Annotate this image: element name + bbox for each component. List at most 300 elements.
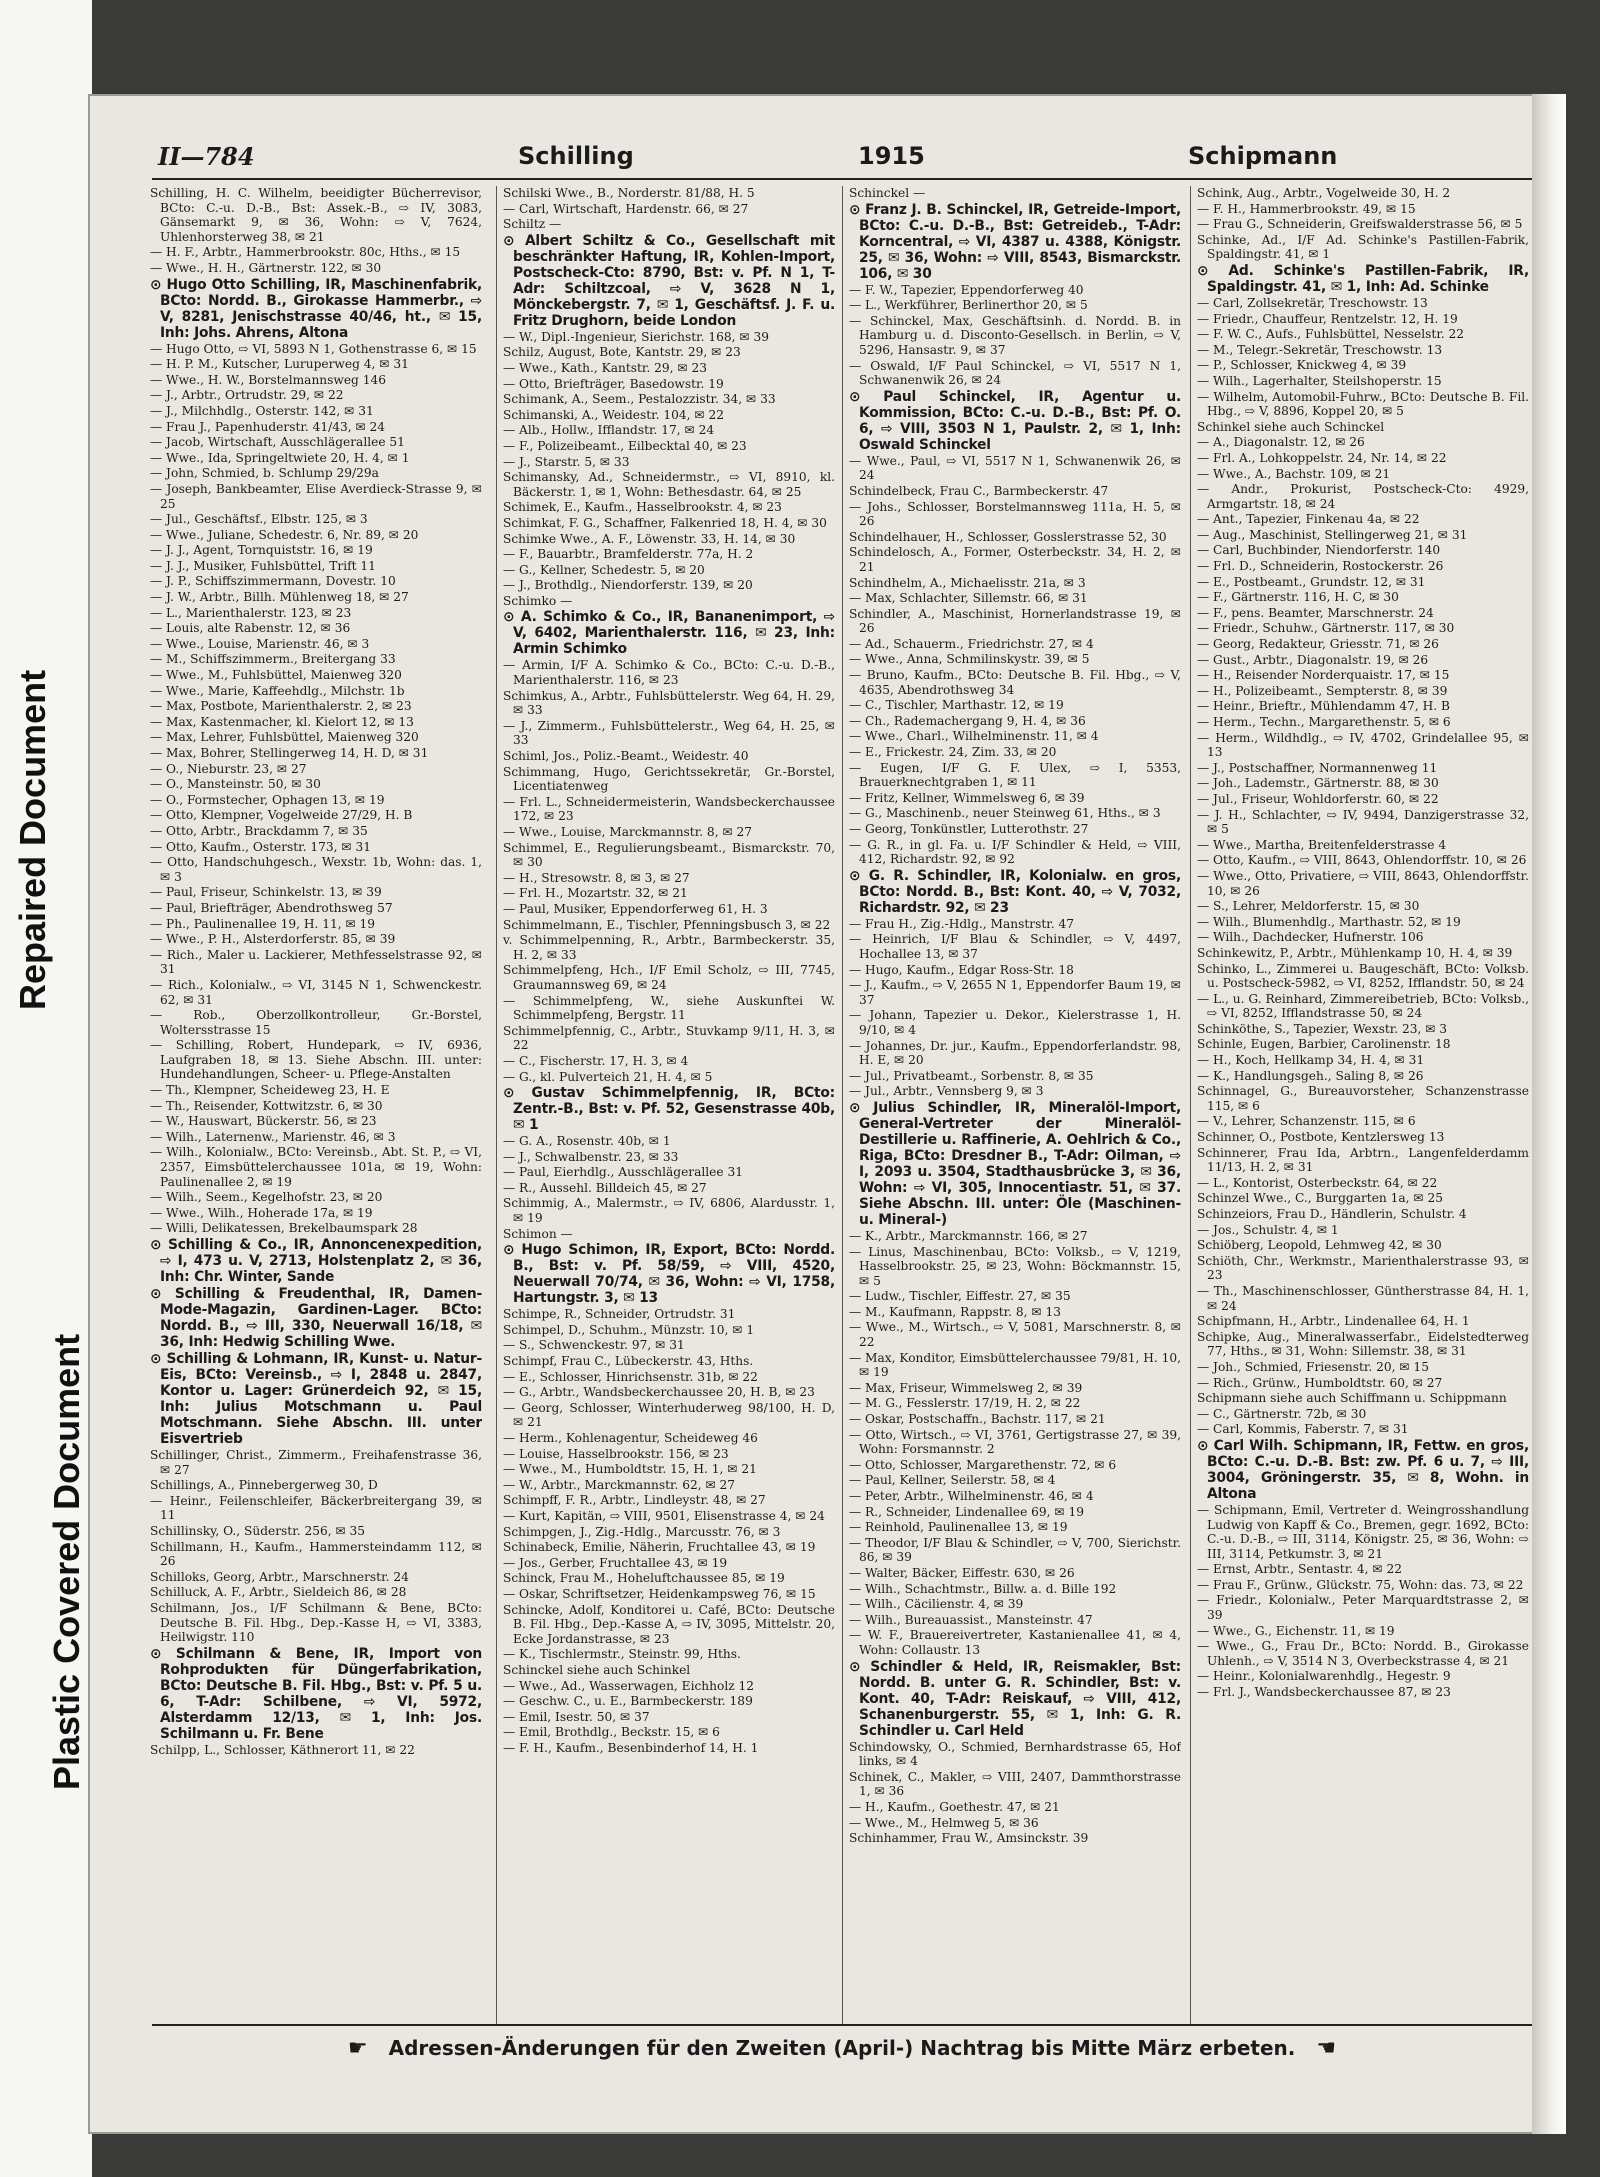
- directory-entry: Schimke Wwe., A. F., Löwenstr. 33, H. 14, ✉ 30: [503, 531, 796, 546]
- directory-entry: — S., Lehrer, Meldorferstr. 15, ✉ 30: [1197, 899, 1420, 914]
- directory-entry: — Th., Klempner, Scheideweg 23, H. E: [150, 1083, 390, 1098]
- directory-entry: — W. F., Brauereivertreter, Kastanienallee 41, ✉ 4, Wohn: Collaustr. 13: [849, 1628, 1181, 1657]
- column-3: [842, 186, 1181, 2024]
- directory-entry: — Max, Bohrer, Stellingerweg 14, H. D, ✉ 31: [150, 746, 429, 760]
- directory-entry: Schinnagel, G., Bureauvorsteher, Schanzenstrasse 115, ✉ 6: [1197, 1084, 1529, 1113]
- directory-entry: — Oskar, Schriftsetzer, Heidenkampsweg 76, ✉ 15: [503, 1586, 816, 1601]
- firm-entry: ⊙ G. R. Schindler, IR, Kolonialw. en gros, BCto: Nordd. B., Bst: Kont. 40, ⇨ V, 7032, Richardstr. 92, ✉ 23: [849, 867, 1181, 916]
- directory-entry: — Kurt, Kapitän, ⇨ VIII, 9501, Elisenstrasse 4, ✉ 24: [503, 1508, 825, 1523]
- directory-entry: — Wilh., Lagerhalter, Steilshoperstr. 15: [1197, 373, 1442, 388]
- directory-entry: — R., Aussehl. Billdeich 45, ✉ 27: [503, 1180, 707, 1195]
- directory-entry: — Otto, Briefträger, Basedowstr. 19: [503, 376, 724, 391]
- directory-entry: — Max, Postbote, Marienthalerstr. 2, ✉ 23: [150, 699, 412, 714]
- directory-entry: — J., Starstr. 5, ✉ 33: [503, 454, 630, 469]
- directory-entry: — Wwe., Otto, Privatiere, ⇨ VIII, 8643, Ohlendorffstr. 10, ✉ 26: [1197, 868, 1529, 898]
- firm-entry: ⊙ Schilmann & Bene, IR, Import von Rohprodukten für Düngerfabrikation, BCto: Deutsche B. Fil. Hbg., Bst: v. Pf. 5 u. 6, T-Adr: Schilbene, ⇨ VI, 5972, Alsterdamm 12/13, ✉ 1, Inh: Jos. Schilmann u. Fr. Bene: [150, 1645, 482, 1742]
- directory-entry: — J., Kaufm., ⇨ V, 2655 N 1, Eppendorfer Baum 19, ✉ 37: [849, 978, 1181, 1007]
- directory-entry: — J., Milchhdlg., Osterstr. 142, ✉ 31: [150, 403, 374, 418]
- directory-entry: — H. P. M., Kutscher, Luruperweg 4, ✉ 31: [150, 357, 409, 372]
- directory-entry: — Wilh., Laternenw., Marienstr. 46, ✉ 3: [150, 1129, 396, 1144]
- directory-entry: — E., Schlosser, Hinrichsenstr. 31b, ✉ 22: [503, 1369, 758, 1384]
- firm-entry: ⊙ Hugo Otto Schilling, IR, Maschinenfabrik, BCto: Nordd. B., Girokasse Hammerbr., ⇨ V, 8281, Jenischstrasse 40/46, ht., ✉ 15, Inh: Johs. Ahrens, Altona: [150, 276, 482, 341]
- directory-entry: — Paul, Eierhdlg., Ausschlägerallee 31: [503, 1165, 743, 1180]
- directory-entry: — Hugo, Kaufm., Edgar Ross-Str. 18: [849, 962, 1074, 977]
- directory-entry: — Wwe., Wilh., Hoherade 17a, ✉ 19: [150, 1205, 373, 1220]
- directory-entry: — O., Formstecher, Ophagen 13, ✉ 19: [150, 792, 385, 807]
- pointing-hand-left-icon: ☚: [1316, 2036, 1337, 2061]
- directory-entry: — E., Frickestr. 24, Zim. 33, ✉ 20: [849, 745, 1057, 760]
- directory-entry: — Herm., Kohlenagentur, Scheideweg 46: [503, 1431, 758, 1445]
- directory-entry: — G. A., Rosenstr. 40b, ✉ 1: [503, 1134, 671, 1149]
- side-label-plastic: Plastic Covered Document: [46, 1333, 87, 1790]
- directory-entry: Schipke, Aug., Mineralwasserfabr., Eidelstedterweg 77, Hths., ✉ 31, Wohn: Sillemstr. 38, ✉ 31: [1197, 1329, 1529, 1359]
- directory-entry: Schilling, H. C. Wilhelm, beeidigter Bücherrevisor, BCto: C.-u. D.-B., Bst: Assek.-B., ⇨ IV, 3083, Gänsemarkt 9, ✉ 36, Wohn: ⇨ V, 7624, Uhlenhorsterweg 38, ✉ 21: [150, 186, 482, 244]
- directory-entry: — Jul., Arbtr., Vennsberg 9, ✉ 3: [849, 1084, 1044, 1099]
- directory-entry: — C., Gärtnerstr. 72b, ✉ 30: [1197, 1406, 1367, 1421]
- directory-entry: — J. J., Agent, Tornquiststr. 16, ✉ 19: [150, 543, 373, 558]
- directory-entry: — Oswald, I/F Paul Schinckel, ⇨ VI, 5517 N 1, Schwanenwik 26, ✉ 24: [849, 358, 1181, 388]
- directory-entry: — W., Dipl.-Ingenieur, Sierichstr. 168, ✉ 39: [503, 329, 770, 344]
- directory-entry: — Paul, Musiker, Eppendorferweg 61, H. 3: [503, 901, 768, 916]
- directory-entry: Schinkel siehe auch Schinckel: [1197, 419, 1385, 434]
- directory-entry: — W., Arbtr., Marckmannstr. 62, ✉ 27: [503, 1477, 736, 1492]
- directory-entry: Schindelosch, A., Former, Osterbeckstr. 34, H. 2, ✉ 21: [849, 545, 1181, 574]
- page-number: II—784: [158, 142, 255, 171]
- directory-entry: — Oskar, Postschaffn., Bachstr. 117, ✉ 21: [849, 1412, 1106, 1427]
- directory-entry: — Linus, Maschinenbau, BCto: Volksb., ⇨ V, 1219, Hasselbrookstr. 25, ✉ 23, Wohn: Böckmannstr. 15, ✉ 5: [849, 1244, 1181, 1288]
- page-edge-shadow: [1532, 94, 1566, 2134]
- directory-entry: — Schinckel, Max, Geschäftsinh. d. Nordd. B. in Hamburg u. d. Disconto-Gesellsch. in Berlin, ⇨ V, 5296, Hansastr. 9, ✉ 37: [849, 313, 1181, 357]
- firm-entry: ⊙ Carl Wilh. Schipmann, IR, Fettw. en gros, BCto: C.-u. D.-B. Bst: zw. Pf. 6 u. 7, ⇨ III, 3004, Gröningerstr. 35, ✉ 8, Wohn. in Altona: [1197, 1437, 1529, 1502]
- directory-entry: — Jul., Privatbeamt., Sorbenstr. 8, ✉ 35: [849, 1068, 1094, 1083]
- directory-entry: Schillmann, H., Kaufm., Hammersteindamm 112, ✉ 26: [150, 1539, 482, 1569]
- directory-entry: — H., Koch, Hellkamp 34, H. 4, ✉ 31: [1197, 1053, 1425, 1068]
- directory-entry: — J., Brothdlg., Niendorferstr. 139, ✉ 20: [503, 578, 753, 593]
- directory-entry: — Ch., Rademachergang 9, H. 4, ✉ 36: [849, 713, 1086, 728]
- directory-entry: — L., Kontorist, Osterbeckstr. 64, ✉ 22: [1197, 1175, 1438, 1190]
- directory-entry: — S., Schwenckestr. 97, ✉ 31: [503, 1338, 685, 1353]
- directory-entry: Schindler, A., Maschinist, Hornerlandstrasse 19, ✉ 26: [849, 606, 1181, 636]
- directory-entry: — Wilh., Kolonialw., BCto: Vereinsb., Abt. St. P., ⇨ VI, 2357, Eimsbüttelerchaussee 101a, ✉ 19, Wohn: Paulinenallee 2, ✉ 19: [150, 1145, 482, 1189]
- directory-entry: — Walter, Bäcker, Eiffestr. 630, ✉ 26: [849, 1565, 1075, 1580]
- directory-entry: — Frl. D., Schneiderin, Rostockerstr. 26: [1197, 559, 1444, 574]
- directory-entry: — Carl, Zollsekretär, Treschowstr. 13: [1197, 295, 1428, 310]
- directory-entry: — Friedr., Schuhw., Gärtnerstr. 117, ✉ 30: [1197, 621, 1455, 636]
- directory-entry: — Jos., Gerber, Fruchtallee 43, ✉ 19: [503, 1555, 728, 1570]
- directory-entry: — Rich., Grünw., Humboldtstr. 60, ✉ 27: [1197, 1375, 1443, 1390]
- directory-entry: Schilz, August, Bote, Kantstr. 29, ✉ 23: [503, 345, 741, 360]
- directory-entry: — Otto, Arbtr., Brackdamm 7, ✉ 35: [150, 823, 368, 838]
- directory-entry: — Wilh., Cäcilienstr. 4, ✉ 39: [849, 1597, 1024, 1612]
- directory-entry: — Wwe., Louise, Marienstr. 46, ✉ 3: [150, 636, 370, 651]
- directory-entry: — Wwe., Kath., Kantstr. 29, ✉ 23: [503, 360, 707, 375]
- page-footer: [152, 2036, 1532, 2061]
- directory-entry: — Wilh., Bureauassist., Mansteinstr. 47: [849, 1612, 1093, 1627]
- directory-entry: — Heinr., Kolonialwarenhdlg., Hegestr. 9: [1197, 1669, 1451, 1684]
- directory-entry: Schinckel siehe auch Schinkel: [503, 1662, 691, 1677]
- directory-entry: Schinke, Ad., I/F Ad. Schinke's Pastillen-Fabrik, Spaldingstr. 41, ✉ 1: [1197, 232, 1529, 262]
- directory-entry: — J., Schwalbenstr. 23, ✉ 33: [503, 1149, 679, 1164]
- header-rule: [152, 178, 1532, 180]
- directory-entry: — Wwe., M., Wirtsch., ⇨ V, 5081, Marschnerstr. 8, ✉ 22: [849, 1320, 1181, 1350]
- directory-entry: — Georg, Redakteur, Griesstr. 71, ✉ 26: [1197, 637, 1439, 652]
- directory-entry: — Wilhelm, Automobil-Fuhrw., BCto: Deutsche B. Fil. Hbg., ⇨ V, 8896, Koppel 20, ✉ 5: [1197, 389, 1529, 419]
- directory-entry: Schilluck, A. F., Arbtr., Sieldeich 86, ✉ 28: [150, 1585, 407, 1600]
- column-1: [150, 186, 482, 2024]
- directory-entry: — Rich., Kolonialw., ⇨ VI, 3145 N 1, Schwenckestr. 62, ✉ 31: [150, 977, 482, 1007]
- directory-entry: — Max, Kastenmacher, kl. Kielort 12, ✉ 13: [150, 714, 414, 729]
- directory-entry: — M., Telegr.-Sekretär, Treschowstr. 13: [1197, 342, 1443, 357]
- directory-entry: — Eugen, I/F G. F. Ulex, ⇨ I, 5353, Brauerknechtgraben 1, ✉ 11: [849, 760, 1181, 790]
- directory-entry: — Wwe., H. W., Borstelmannsweg 146: [150, 372, 386, 387]
- directory-entry: Schincke, Adolf, Konditorei u. Café, BCto: Deutsche B. Fil. Hbg., Dep.-Kasse A, ⇨ IV, 3095, Mittelstr. 20, Ecke Jordanstrasse, ✉ 23: [503, 1602, 835, 1646]
- footer-notice: Adressen-Änderungen für den Zweiten (April-) Nachtrag bis Mitte März erbeten.: [388, 2036, 1296, 2060]
- directory-entry: — Herm., Wildhdlg., ⇨ IV, 4702, Grindelallee 95, ✉ 13: [1197, 730, 1529, 760]
- directory-entry: Schinck, Frau M., Hoheluftchaussee 85, ✉ 19: [503, 1571, 785, 1586]
- directory-entry: Schindelhauer, H., Schlosser, Gosslerstrasse 52, 30: [849, 529, 1167, 544]
- directory-entry: — G., Arbtr., Wandsbeckerchaussee 20, H. B, ✉ 23: [503, 1385, 815, 1400]
- directory-entry: Schinnerer, Frau Ida, Arbtrn., Langenfelderdamm 11/13, H. 2, ✉ 31: [1197, 1145, 1529, 1175]
- directory-entry: Schipfmann, H., Arbtr., Lindenallee 64, H. 1: [1197, 1314, 1470, 1329]
- directory-entry: — Wwe., Charl., Wilhelminenstr. 11, ✉ 4: [849, 729, 1099, 744]
- directory-entry: — Wwe., H. H., Gärtnerstr. 122, ✉ 30: [150, 260, 382, 275]
- directory-entry: — Wwe., Marie, Kaffeehdlg., Milchstr. 1b: [150, 683, 405, 698]
- directory-entry: — Reinhold, Paulinenallee 13, ✉ 19: [849, 1520, 1068, 1535]
- directory-entry: — Emil, Brothdlg., Beckstr. 15, ✉ 6: [503, 1725, 720, 1740]
- directory-entry: — W., Hauswart, Bückerstr. 56, ✉ 23: [150, 1114, 377, 1129]
- directory-entry: — K., Arbtr., Marckmannstr. 166, ✉ 27: [849, 1228, 1088, 1243]
- directory-entry: — J. H., Schlachter, ⇨ IV, 9494, Danzigerstrasse 32, ✉ 5: [1197, 807, 1529, 837]
- directory-entry: — G., Maschinenb., neuer Steinweg 61, Hths., ✉ 3: [849, 806, 1161, 821]
- column-4: [1190, 186, 1529, 2024]
- directory-entry: — Wwe., Juliane, Schedestr. 6, Nr. 89, ✉ 20: [150, 527, 419, 542]
- directory-entry: Schiöth, Chr., Werkmstr., Marienthalerstrasse 93, ✉ 23: [1197, 1253, 1529, 1283]
- directory-entry: Schimpe, R., Schneider, Ortrudstr. 31: [503, 1307, 736, 1322]
- directory-entry: — Th., Reisender, Kottwitzstr. 6, ✉ 30: [150, 1098, 383, 1113]
- directory-entry: — Andr., Prokurist, Postscheck-Cto: 4929, Armgartstr. 18, ✉ 24: [1197, 482, 1529, 511]
- directory-entry: — Ad., Schauerm., Friedrichstr. 27, ✉ 4: [849, 636, 1094, 651]
- directory-entry: — F., pens. Beamter, Marschnerstr. 24: [1197, 605, 1434, 620]
- directory-entry: — Frl. J., Wandsbeckerchaussee 87, ✉ 23: [1197, 1685, 1451, 1700]
- directory-entry: — Jacob, Wirtschaft, Ausschlägerallee 51: [150, 435, 405, 450]
- directory-entry: — F., Polizeibeamt., Eilbecktal 40, ✉ 23: [503, 438, 747, 453]
- directory-entry: Schimpff, F. R., Arbtr., Lindleystr. 48, ✉ 27: [503, 1493, 766, 1508]
- directory-entry: — Schipmann, Emil, Vertreter d. Weingrosshandlung Ludwig von Kapff & Co., Bremen, gegr. 1692, BCto: C.-u. D.-B., ⇨ III, 3114, Königstr. 25, ✉ 36, Wohn: ⇨ III, 3114, Petkumstr. 3, ✉ 21: [1197, 1502, 1529, 1561]
- entry-columns: [150, 186, 1536, 2024]
- directory-page: [88, 94, 1566, 2134]
- firm-entry: ⊙ Ad. Schinke's Pastillen-Fabrik, IR, Spaldingstr. 41, ✉ 1, Inh: Ad. Schinke: [1197, 262, 1529, 295]
- directory-entry: — Otto, Klempner, Vogelweide 27/29, H. B: [150, 808, 413, 823]
- directory-entry: Schimansky, Ad., Schneidermstr., ⇨ VI, 8910, kl. Bäckerstr. 1, ✉ 1, Wohn: Bethesdastr. 64, ✉ 25: [503, 470, 835, 499]
- directory-entry: — G., kl. Pulverteich 21, H. 4, ✉ 5: [503, 1069, 713, 1084]
- directory-entry: — Ludw., Tischler, Eiffestr. 27, ✉ 35: [849, 1289, 1071, 1304]
- directory-entry: — Wwe., Anna, Schmilinskystr. 39, ✉ 5: [849, 652, 1090, 667]
- directory-entry: Schindelbeck, Frau C., Barmbeckerstr. 47: [849, 483, 1109, 498]
- directory-entry: — Wwe., P. H., Alsterdorferstr. 85, ✉ 39: [150, 932, 396, 947]
- directory-entry: — L., Werkführer, Berlinerthor 20, ✉ 5: [849, 298, 1088, 313]
- directory-entry: Schimmelmann, E., Tischler, Pfenningsbusch 3, ✉ 22: [503, 917, 831, 932]
- directory-entry: — Willi, Delikatessen, Brekelbaumspark 28: [150, 1221, 418, 1236]
- directory-entry: — Frl. L., Schneidermeisterin, Wandsbeckerchaussee 172, ✉ 23: [503, 794, 835, 824]
- directory-entry: — M., Schiffszimmerm., Breitergang 33: [150, 652, 396, 667]
- directory-entry: Schinner, O., Postbote, Kentzlersweg 13: [1197, 1130, 1445, 1145]
- directory-entry: — Jos., Schulstr. 4, ✉ 1: [1197, 1222, 1339, 1237]
- directory-entry: — F. H., Hammerbrookstr. 49, ✉ 15: [1197, 201, 1416, 216]
- directory-entry: — Wwe., A., Bachstr. 109, ✉ 21: [1197, 466, 1391, 481]
- directory-entry: — Frl. A., Lohkoppelstr. 24, Nr. 14, ✉ 22: [1197, 450, 1447, 465]
- directory-entry: — Friedr., Kolonialw., Peter Marquardtstrasse 2, ✉ 39: [1197, 1593, 1529, 1623]
- directory-entry: — G., Kellner, Schedestr. 5, ✉ 20: [503, 562, 705, 577]
- directory-entry: — F., Gärtnerstr. 116, H. C, ✉ 30: [1197, 590, 1399, 605]
- header-last-entry: Schipmann: [1188, 142, 1338, 170]
- page-header: [158, 142, 1538, 182]
- directory-entry: Schimek, E., Kaufm., Hasselbrookstr. 4, ✉ 23: [503, 500, 782, 515]
- directory-entry: — Wwe., Paul, ⇨ VI, 5517 N 1, Schwanenwik 26, ✉ 24: [849, 453, 1181, 483]
- directory-entry: — L., u. G. Reinhard, Zimmereibetrieb, BCto: Volksb., ⇨ VI, 8252, Ifflandstrasse 50, ✉ 24: [1197, 991, 1529, 1021]
- directory-entry: — J., Arbtr., Ortrudstr. 29, ✉ 22: [150, 388, 344, 403]
- directory-entry: Schiltz —: [503, 217, 562, 232]
- scan-side-label: [0, 0, 92, 2177]
- directory-entry: — Frau G., Schneiderin, Greifswalderstrasse 56, ✉ 5: [1197, 217, 1523, 232]
- firm-entry: ⊙ Schilling & Freudenthal, IR, Damen-Mode-Magazin, Gardinen-Lager. BCto: Nordd. B., ⇨ III, 330, Neuerwall 16/18, ✉ 36, Inh: Hedwig Schilling Wwe.: [150, 1286, 482, 1350]
- directory-entry: Schinko, L., Zimmerei u. Baugeschäft, BCto: Volksb. u. Postscheck-5982, ⇨ VI, 8252, Ifflandstr. 50, ✉ 24: [1197, 961, 1529, 991]
- directory-entry: Schipmann siehe auch Schiffmann u. Schippmann: [1197, 1391, 1507, 1406]
- directory-entry: — Otto, Handschuhgesch., Wexstr. 1b, Wohn: das. 1, ✉ 3: [150, 855, 482, 884]
- directory-entry: — O., Mansteinstr. 50, ✉ 30: [150, 777, 321, 792]
- directory-entry: — Aug., Maschinist, Stellingerweg 21, ✉ 31: [1197, 527, 1468, 542]
- directory-entry: — Wwe., M., Humboldtstr. 15, H. 1, ✉ 21: [503, 1462, 757, 1477]
- firm-entry: ⊙ Franz J. B. Schinckel, IR, Getreide-Import, BCto: C.-u. D.-B., Bst: Getreideb., T-Adr: Korncentral, ⇨ VI, 4387 u. 4388, Königstr. 25, ✉ 36, Wohn: ⇨ VIII, 8543, Bismarckstr. 106, ✉ 30: [849, 201, 1181, 282]
- directory-entry: — J., Zimmerm., Fuhlsbüttelerstr., Weg 64, H. 25, ✉ 33: [503, 718, 835, 748]
- directory-entry: — O., Nieburstr. 23, ✉ 27: [150, 761, 307, 776]
- directory-entry: — Ph., Paulinenallee 19, H. 11, ✉ 19: [150, 916, 376, 931]
- directory-entry: Schinckel —: [849, 186, 926, 200]
- directory-entry: Schimmang, Hugo, Gerichtssekretär, Gr.-Borstel, Licentiatenweg: [503, 764, 835, 794]
- directory-entry: — Schilling, Robert, Hundepark, ⇨ IV, 6936, Laufgraben 18, ✉ 13. Siehe Abschn. III. unter: Hundehandlungen, Scheer- u. Pflege-Anstalten: [150, 1038, 482, 1082]
- directory-entry: Schiöberg, Leopold, Lehmweg 42, ✉ 30: [1197, 1238, 1442, 1253]
- directory-entry: — Joh., Schmied, Friesenstr. 20, ✉ 15: [1197, 1359, 1429, 1374]
- directory-entry: Schimko —: [503, 593, 573, 608]
- directory-entry: Schillinger, Christ., Zimmerm., Freihafenstrasse 36, ✉ 27: [150, 1448, 482, 1477]
- directory-entry: — Frau J., Papenhuderstr. 41/43, ✉ 24: [150, 419, 386, 434]
- directory-entry: — Louis, alte Rabenstr. 12, ✉ 36: [150, 621, 351, 636]
- directory-entry: Schillings, A., Pinnebergerweg 30, D: [150, 1478, 378, 1493]
- directory-entry: Schillinsky, O., Süderstr. 256, ✉ 35: [150, 1523, 366, 1538]
- directory-entry: — Wwe., Ad., Wasserwagen, Eichholz 12: [503, 1678, 755, 1693]
- directory-entry: Schinabeck, Emilie, Näherin, Fruchtallee 43, ✉ 19: [503, 1540, 816, 1555]
- directory-entry: Schimmelpfeng, Hch., I/F Emil Scholz, ⇨ III, 7745, Graumannsweg 69, ✉ 24: [503, 963, 835, 992]
- directory-entry: — Rob., Oberzollkontrolleur, Gr.-Borstel, Woltersstrasse 15: [150, 1008, 482, 1037]
- firm-entry: ⊙ Schilling & Lohmann, IR, Kunst- u. Natur-Eis, BCto: Vereinsb., ⇨ I, 2848 u. 2847, Kontor u. Lager: Grünerdeich 92, ✉ 15, Inh: Julius Motschmann u. Paul Motschmann. Siehe Abschn. III. unter Eisvertrieb: [150, 1351, 482, 1447]
- directory-entry: — Paul, Briefträger, Abendrothsweg 57: [150, 900, 393, 915]
- firm-entry: ⊙ Schindler & Held, IR, Reismakler, Bst: Nordd. B. unter G. R. Schindler, Bst: v. Kont. 40, T-Adr: Reiskauf, ⇨ VIII, 412, Schanenburgerstr. 55, ✉ 1, Inh: G. R. Schindler u. Carl Held: [849, 1658, 1181, 1739]
- directory-entry: — H., Kaufm., Goethestr. 47, ✉ 21: [849, 1799, 1060, 1814]
- directory-entry: — A., Diagonalstr. 12, ✉ 26: [1197, 435, 1365, 450]
- directory-entry: v. Schimmelpenning, R., Arbtr., Barmbeckerstr. 35, H. 2, ✉ 33: [503, 933, 835, 962]
- directory-entry: — Max, Schlachter, Sillemstr. 66, ✉ 31: [849, 591, 1088, 606]
- directory-entry: Schindhelm, A., Michaelisstr. 21a, ✉ 3: [849, 575, 1086, 590]
- directory-entry: — Paul, Friseur, Schinkelstr. 13, ✉ 39: [150, 885, 382, 900]
- directory-entry: Schilloks, Georg, Arbtr., Marschnerstr. 24: [150, 1569, 409, 1584]
- directory-entry: — Frau H., Zig.-Hdlg., Manstrstr. 47: [849, 916, 1074, 931]
- directory-entry: Schilski Wwe., B., Norderstr. 81/88, H. 5: [503, 186, 755, 200]
- directory-entry: — Max, Friseur, Wimmelsweg 2, ✉ 39: [849, 1380, 1083, 1395]
- directory-entry: — Wilh., Dachdecker, Hufnerstr. 106: [1197, 930, 1424, 945]
- directory-entry: — Wilh., Seem., Kegelhofstr. 23, ✉ 20: [150, 1190, 383, 1205]
- directory-entry: — Ant., Tapezier, Finkenau 4a, ✉ 22: [1197, 512, 1420, 527]
- directory-entry: — F. W., Tapezier, Eppendorferweg 40: [849, 282, 1084, 297]
- directory-entry: Schinköthe, S., Tapezier, Wexstr. 23, ✉ 3: [1197, 1021, 1448, 1036]
- directory-entry: — Hugo Otto, ⇨ VI, 5893 N 1, Gothenstrasse 6, ✉ 15: [150, 341, 477, 356]
- directory-entry: — P., Schlosser, Knickweg 4, ✉ 39: [1197, 358, 1407, 373]
- directory-entry: Schiml, Jos., Poliz.-Beamt., Weidestr. 40: [503, 749, 749, 764]
- directory-entry: — Georg, Schlosser, Winterhuderweg 98/100, H. D, ✉ 21: [503, 1400, 835, 1430]
- directory-entry: — Johs., Schlosser, Borstelmannsweg 111a, H. 5, ✉ 26: [849, 499, 1181, 529]
- directory-entry: — Heinr., Feilenschleifer, Bäckerbreitergang 39, ✉ 11: [150, 1493, 482, 1523]
- directory-entry: — E., Postbeamt., Grundstr. 12, ✉ 31: [1197, 574, 1426, 589]
- directory-entry: — Jul., Friseur, Wohldorferstr. 60, ✉ 22: [1197, 791, 1439, 806]
- directory-entry: — Wilh., Blumenhdlg., Marthastr. 52, ✉ 19: [1197, 914, 1461, 929]
- directory-entry: — F. W. C., Aufs., Fuhlsbüttel, Nesselstr. 22: [1197, 327, 1465, 342]
- directory-entry: — Friedr., Chauffeur, Rentzelstr. 12, H. 19: [1197, 311, 1458, 326]
- directory-entry: — Alb., Hollw., Ifflandstr. 17, ✉ 24: [503, 423, 715, 438]
- directory-entry: — M., Kaufmann, Rappstr. 8, ✉ 13: [849, 1304, 1061, 1319]
- directory-entry: — Wwe., M., Helmweg 5, ✉ 36: [849, 1815, 1039, 1830]
- directory-entry: — Rich., Maler u. Lackierer, Methfesselstrasse 92, ✉ 31: [150, 947, 482, 977]
- directory-entry: Schimkus, A., Arbtr., Fuhlsbüttelerstr. Weg 64, H. 29, ✉ 33: [503, 688, 835, 718]
- directory-entry: — H., Stresowstr. 8, ✉ 3, ✉ 27: [503, 870, 690, 885]
- directory-entry: — J., Postschaffner, Normannenweg 11: [1197, 760, 1438, 775]
- directory-entry: — K., Tischlermstr., Steinstr. 99, Hths.: [503, 1647, 741, 1662]
- directory-entry: — Otto, Kaufm., ⇨ VIII, 8643, Ohlendorffstr. 10, ✉ 26: [1197, 853, 1527, 868]
- directory-entry: — Peter, Arbtr., Wilhelminenstr. 46, ✉ 4: [849, 1489, 1094, 1503]
- directory-entry: Schimpel, D., Schuhm., Münzstr. 10, ✉ 1: [503, 1322, 755, 1337]
- directory-entry: — Heinrich, I/F Blau & Schindler, ⇨ V, 4497, Hochallee 13, ✉ 37: [849, 932, 1181, 961]
- directory-entry: Schimpgen, J., Zig.-Hdlg., Marcusstr. 76, ✉ 3: [503, 1524, 781, 1539]
- firm-entry: ⊙ Schilling & Co., IR, Annoncenexpedition, ⇨ I, 473 u. V, 2713, Holstenplatz 2, ✉ 36, Inh: Chr. Winter, Sande: [150, 1237, 482, 1285]
- directory-entry: — Schimmelpfeng, W., siehe Auskunftei W. Schimmelpfeng, Bergstr. 11: [503, 993, 835, 1023]
- directory-entry: — Ernst, Arbtr., Sentastr. 4, ✉ 22: [1197, 1562, 1403, 1577]
- directory-entry: — R., Schneider, Lindenallee 69, ✉ 19: [849, 1504, 1085, 1519]
- pointing-hand-right-icon: ☛: [347, 2036, 368, 2061]
- directory-entry: — Otto, Schlosser, Margarethenstr. 72, ✉ 6: [849, 1457, 1117, 1472]
- directory-entry: Schimmelpfennig, C., Arbtr., Stuvkamp 9/11, H. 3, ✉ 22: [503, 1023, 835, 1053]
- directory-entry: — Wwe., G., Eichenstr. 11, ✉ 19: [1197, 1623, 1395, 1638]
- directory-entry: — Heinr., Brieftr., Mühlendamm 47, H. B: [1197, 699, 1450, 714]
- directory-entry: Schilmann, Jos., I/F Schilmann & Bene, BCto: Deutsche B. Fil. Hbg., Dep.-Kasse H, ⇨ VI, 3383, Heilwigstr. 110: [150, 1600, 482, 1645]
- directory-entry: — John, Schmied, b. Schlump 29/29a: [150, 466, 379, 481]
- directory-entry: Schimank, A., Seem., Pestalozzistr. 34, ✉ 33: [503, 392, 776, 407]
- directory-entry: — Wilh., Schachtmstr., Billw. a. d. Bille 192: [849, 1581, 1117, 1596]
- directory-entry: — Emil, Isestr. 50, ✉ 37: [503, 1709, 650, 1724]
- firm-entry: ⊙ Gustav Schimmelpfennig, IR, BCto: Zentr.-B., Bst: v. Pf. 52, Gesenstrasse 40b, ✉ 1: [503, 1085, 835, 1134]
- directory-entry: — H. F., Arbtr., Hammerbrookstr. 80c, Hths., ✉ 15: [150, 245, 461, 260]
- directory-entry: — V., Lehrer, Schanzenstr. 115, ✉ 6: [1197, 1114, 1416, 1129]
- directory-entry: Schimmig, A., Malermstr., ⇨ IV, 6806, Alardusstr. 1, ✉ 19: [503, 1196, 835, 1226]
- directory-entry: — K., Handlungsgeh., Saling 8, ✉ 26: [1197, 1068, 1424, 1083]
- directory-entry: — Frl. H., Mozartstr. 32, ✉ 21: [503, 886, 688, 901]
- directory-entry: — Carl, Wirtschaft, Hardenstr. 66, ✉ 27: [503, 201, 749, 216]
- directory-entry: — J. P., Schiffszimmermann, Dovestr. 10: [150, 574, 396, 589]
- directory-entry: — Th., Maschinenschlosser, Güntherstrasse 84, H. 1, ✉ 24: [1197, 1283, 1529, 1313]
- directory-entry: — Joh., Lademstr., Gärtnerstr. 88, ✉ 30: [1197, 776, 1439, 791]
- directory-entry: — Bruno, Kaufm., BCto: Deutsche B. Fil. Hbg., ⇨ V, 4635, Abendrothsweg 34: [849, 668, 1181, 697]
- firm-entry: ⊙ A. Schimko & Co., IR, Bananenimport, ⇨ V, 6402, Marienthalerstr. 116, ✉ 23, Inh: Armin Schimko: [503, 609, 835, 658]
- directory-entry: — J. J., Musiker, Fuhlsbüttel, Trift 11: [150, 558, 376, 573]
- directory-entry: — Max, Konditor, Eimsbüttelerchaussee 79/81, H. 10, ✉ 19: [849, 1350, 1181, 1380]
- directory-entry: — Fritz, Kellner, Wimmelsweg 6, ✉ 39: [849, 790, 1085, 805]
- directory-entry: Schimon —: [503, 1226, 573, 1241]
- directory-entry: — L., Marienthalerstr. 123, ✉ 23: [150, 605, 352, 620]
- firm-entry: ⊙ Paul Schinckel, IR, Agentur u. Kommission, BCto: C.-u. D.-B., Bst: Pf. O. 6, ⇨ VIII, 3503 N 1, Paulstr. 2, ✉ 1, Inh: Oswald Schinckel: [849, 388, 1181, 453]
- directory-entry: Schink, Aug., Arbtr., Vogelweide 30, H. 2: [1197, 186, 1451, 200]
- directory-entry: — Armin, I/F A. Schimko & Co., BCto: C.-u. D.-B., Marienthalerstr. 116, ✉ 23: [503, 658, 835, 688]
- firm-entry: ⊙ Hugo Schimon, IR, Export, BCto: Nordd. B., Bst: v. Pf. 58/59, ⇨ VIII, 4520, Neuerwall 70/74, ✉ 36, Wohn: ⇨ VI, 1758, Hartungstr. 3, ✉ 13: [503, 1242, 835, 1307]
- directory-entry: Schinek, C., Makler, ⇨ VIII, 2407, Dammthorstrasse 1, ✉ 36: [849, 1769, 1181, 1799]
- directory-entry: Schinkewitz, P., Arbtr., Mühlenkamp 10, H. 4, ✉ 39: [1197, 945, 1513, 960]
- directory-entry: — Georg, Tonkünstler, Lutterothstr. 27: [849, 822, 1089, 836]
- directory-entry: — Johann, Tapezier u. Dekor., Kielerstrasse 1, H. 9/10, ✉ 4: [849, 1008, 1181, 1037]
- directory-entry: Schimpf, Frau C., Lübeckerstr. 43, Hths.: [503, 1354, 754, 1369]
- directory-entry: — Herm., Techn., Margarethenstr. 5, ✉ 6: [1197, 715, 1451, 729]
- directory-entry: — H., Reisender Norderquaistr. 17, ✉ 15: [1197, 668, 1450, 683]
- directory-entry: — H., Polizeibeamt., Sempterstr. 8, ✉ 39: [1197, 683, 1448, 698]
- directory-entry: Schinle, Eugen, Barbier, Carolinenstr. 18: [1197, 1037, 1451, 1052]
- directory-entry: Schimmel, E., Regulierungsbeamt., Bismarckstr. 70, ✉ 30: [503, 840, 835, 870]
- directory-entry: Schindowsky, O., Schmied, Bernhardstrasse 65, Hof links, ✉ 4: [849, 1739, 1181, 1769]
- footer-rule: [152, 2024, 1532, 2026]
- directory-entry: Schimkat, F. G., Schaffner, Falkenried 18, H. 4, ✉ 30: [503, 515, 827, 530]
- directory-entry: — Wwe., M., Fuhlsbüttel, Maienweg 320: [150, 668, 402, 683]
- header-year: 1915: [858, 142, 925, 170]
- directory-entry: — Geschw. C., u. E., Barmbeckerstr. 189: [503, 1694, 753, 1709]
- directory-entry: — Joseph, Bankbeamter, Elise Averdieck-Strasse 9, ✉ 25: [150, 481, 482, 511]
- directory-entry: — Carl, Buchbinder, Niendorferstr. 140: [1197, 543, 1441, 558]
- directory-entry: — F., Bauarbtr., Bramfelderstr. 77a, H. 2: [503, 547, 754, 562]
- directory-entry: Schimanski, A., Weidestr. 104, ✉ 22: [503, 407, 724, 422]
- directory-entry: — Gust., Arbtr., Diagonalstr. 19, ✉ 26: [1197, 652, 1429, 667]
- directory-entry: — M. G., Fesslerstr. 17/19, H. 2, ✉ 22: [849, 1396, 1081, 1411]
- directory-entry: — Frau F., Grünw., Glückstr. 75, Wohn: das. 73, ✉ 22: [1197, 1577, 1524, 1592]
- directory-entry: Schilpp, L., Schlosser, Käthnerort 11, ✉ 22: [150, 1742, 415, 1757]
- side-label-repaired: Repaired Document: [12, 669, 53, 1010]
- directory-entry: — J. W., Arbtr., Billh. Mühlenweg 18, ✉ 27: [150, 590, 409, 605]
- directory-entry: — F. H., Kaufm., Besenbinderhof 14, H. 1: [503, 1740, 759, 1755]
- directory-entry: — Carl, Kommis, Faberstr. 7, ✉ 31: [1197, 1422, 1409, 1437]
- directory-entry: — Wwe., Martha, Breitenfelderstrasse 4: [1197, 837, 1447, 852]
- directory-entry: — Wwe., G., Frau Dr., BCto: Nordd. B., Girokasse Uhlenh., ⇨ V, 3514 N 3, Overbeckstrasse 4, ✉ 21: [1197, 1639, 1529, 1668]
- directory-entry: — Wwe., Louise, Marckmannstr. 8, ✉ 27: [503, 825, 753, 839]
- directory-entry: — Max, Lehrer, Fuhlsbüttel, Maienweg 320: [150, 730, 419, 745]
- directory-entry: — Otto, Kaufm., Osterstr. 173, ✉ 31: [150, 839, 372, 854]
- directory-entry: — Louise, Hasselbrookstr. 156, ✉ 23: [503, 1446, 729, 1461]
- firm-entry: ⊙ Albert Schiltz & Co., Gesellschaft mit beschränkter Haftung, IR, Kohlen-Import, Postscheck-Cto: 8790, Bst: v. Pf. N 1, T-Adr: Schiltzcoal, ⇨ V, 3628 N 1, Mönckebergstr. 7, ✉ 1, Geschäftsf. J. F. u. Fritz Drughorn, beide London: [503, 232, 835, 329]
- directory-entry: — Jul., Geschäftsf., Elbstr. 125, ✉ 3: [150, 512, 368, 527]
- firm-entry: ⊙ Julius Schindler, IR, Mineralöl-Import, General-Vertreter der Mineralöl-Destillerie u. Raffinerie, A. Oehlrich & Co., Riga, BCto: Dresdner B., T-Adr: Oilman, ⇨ I, 2093 u. 3504, Stadthausbrücke 3, ✉ 36, Wohn: ⇨ VI, 305, Innocentiastr. 51, ✉ 37. Siehe Abschn. III. unter: Öle (Maschinen- u. Mineral-): [849, 1099, 1181, 1228]
- directory-entry: — Theodor, I/F Blau & Schindler, ⇨ V, 700, Sierichstr. 86, ✉ 39: [849, 1535, 1181, 1565]
- directory-entry: — C., Fischerstr. 17, H. 3, ✉ 4: [503, 1053, 689, 1068]
- directory-entry: — Otto, Wirtsch., ⇨ VI, 3761, Gertigstrasse 27, ✉ 39, Wohn: Forsmannstr. 2: [849, 1427, 1181, 1457]
- directory-entry: Schinzeiors, Frau D., Händlerin, Schulstr. 4: [1197, 1207, 1467, 1221]
- directory-entry: — G. R., in gl. Fa. u. I/F Schindler & Held, ⇨ VIII, 412, Richardstr. 92, ✉ 92: [849, 837, 1181, 867]
- directory-entry: Schinzel Wwe., C., Burggarten 1a, ✉ 25: [1197, 1191, 1444, 1206]
- header-first-entry: Schilling: [518, 142, 634, 170]
- directory-entry: — C., Tischler, Marthastr. 12, ✉ 19: [849, 698, 1064, 713]
- directory-entry: — Wwe., Ida, Springeltwiete 20, H. 4, ✉ 1: [150, 450, 410, 465]
- directory-entry: — Paul, Kellner, Seilerstr. 58, ✉ 4: [849, 1473, 1056, 1488]
- column-2: [496, 186, 835, 2024]
- directory-entry: — Johannes, Dr. jur., Kaufm., Eppendorferlandstr. 98, H. E, ✉ 20: [849, 1038, 1181, 1068]
